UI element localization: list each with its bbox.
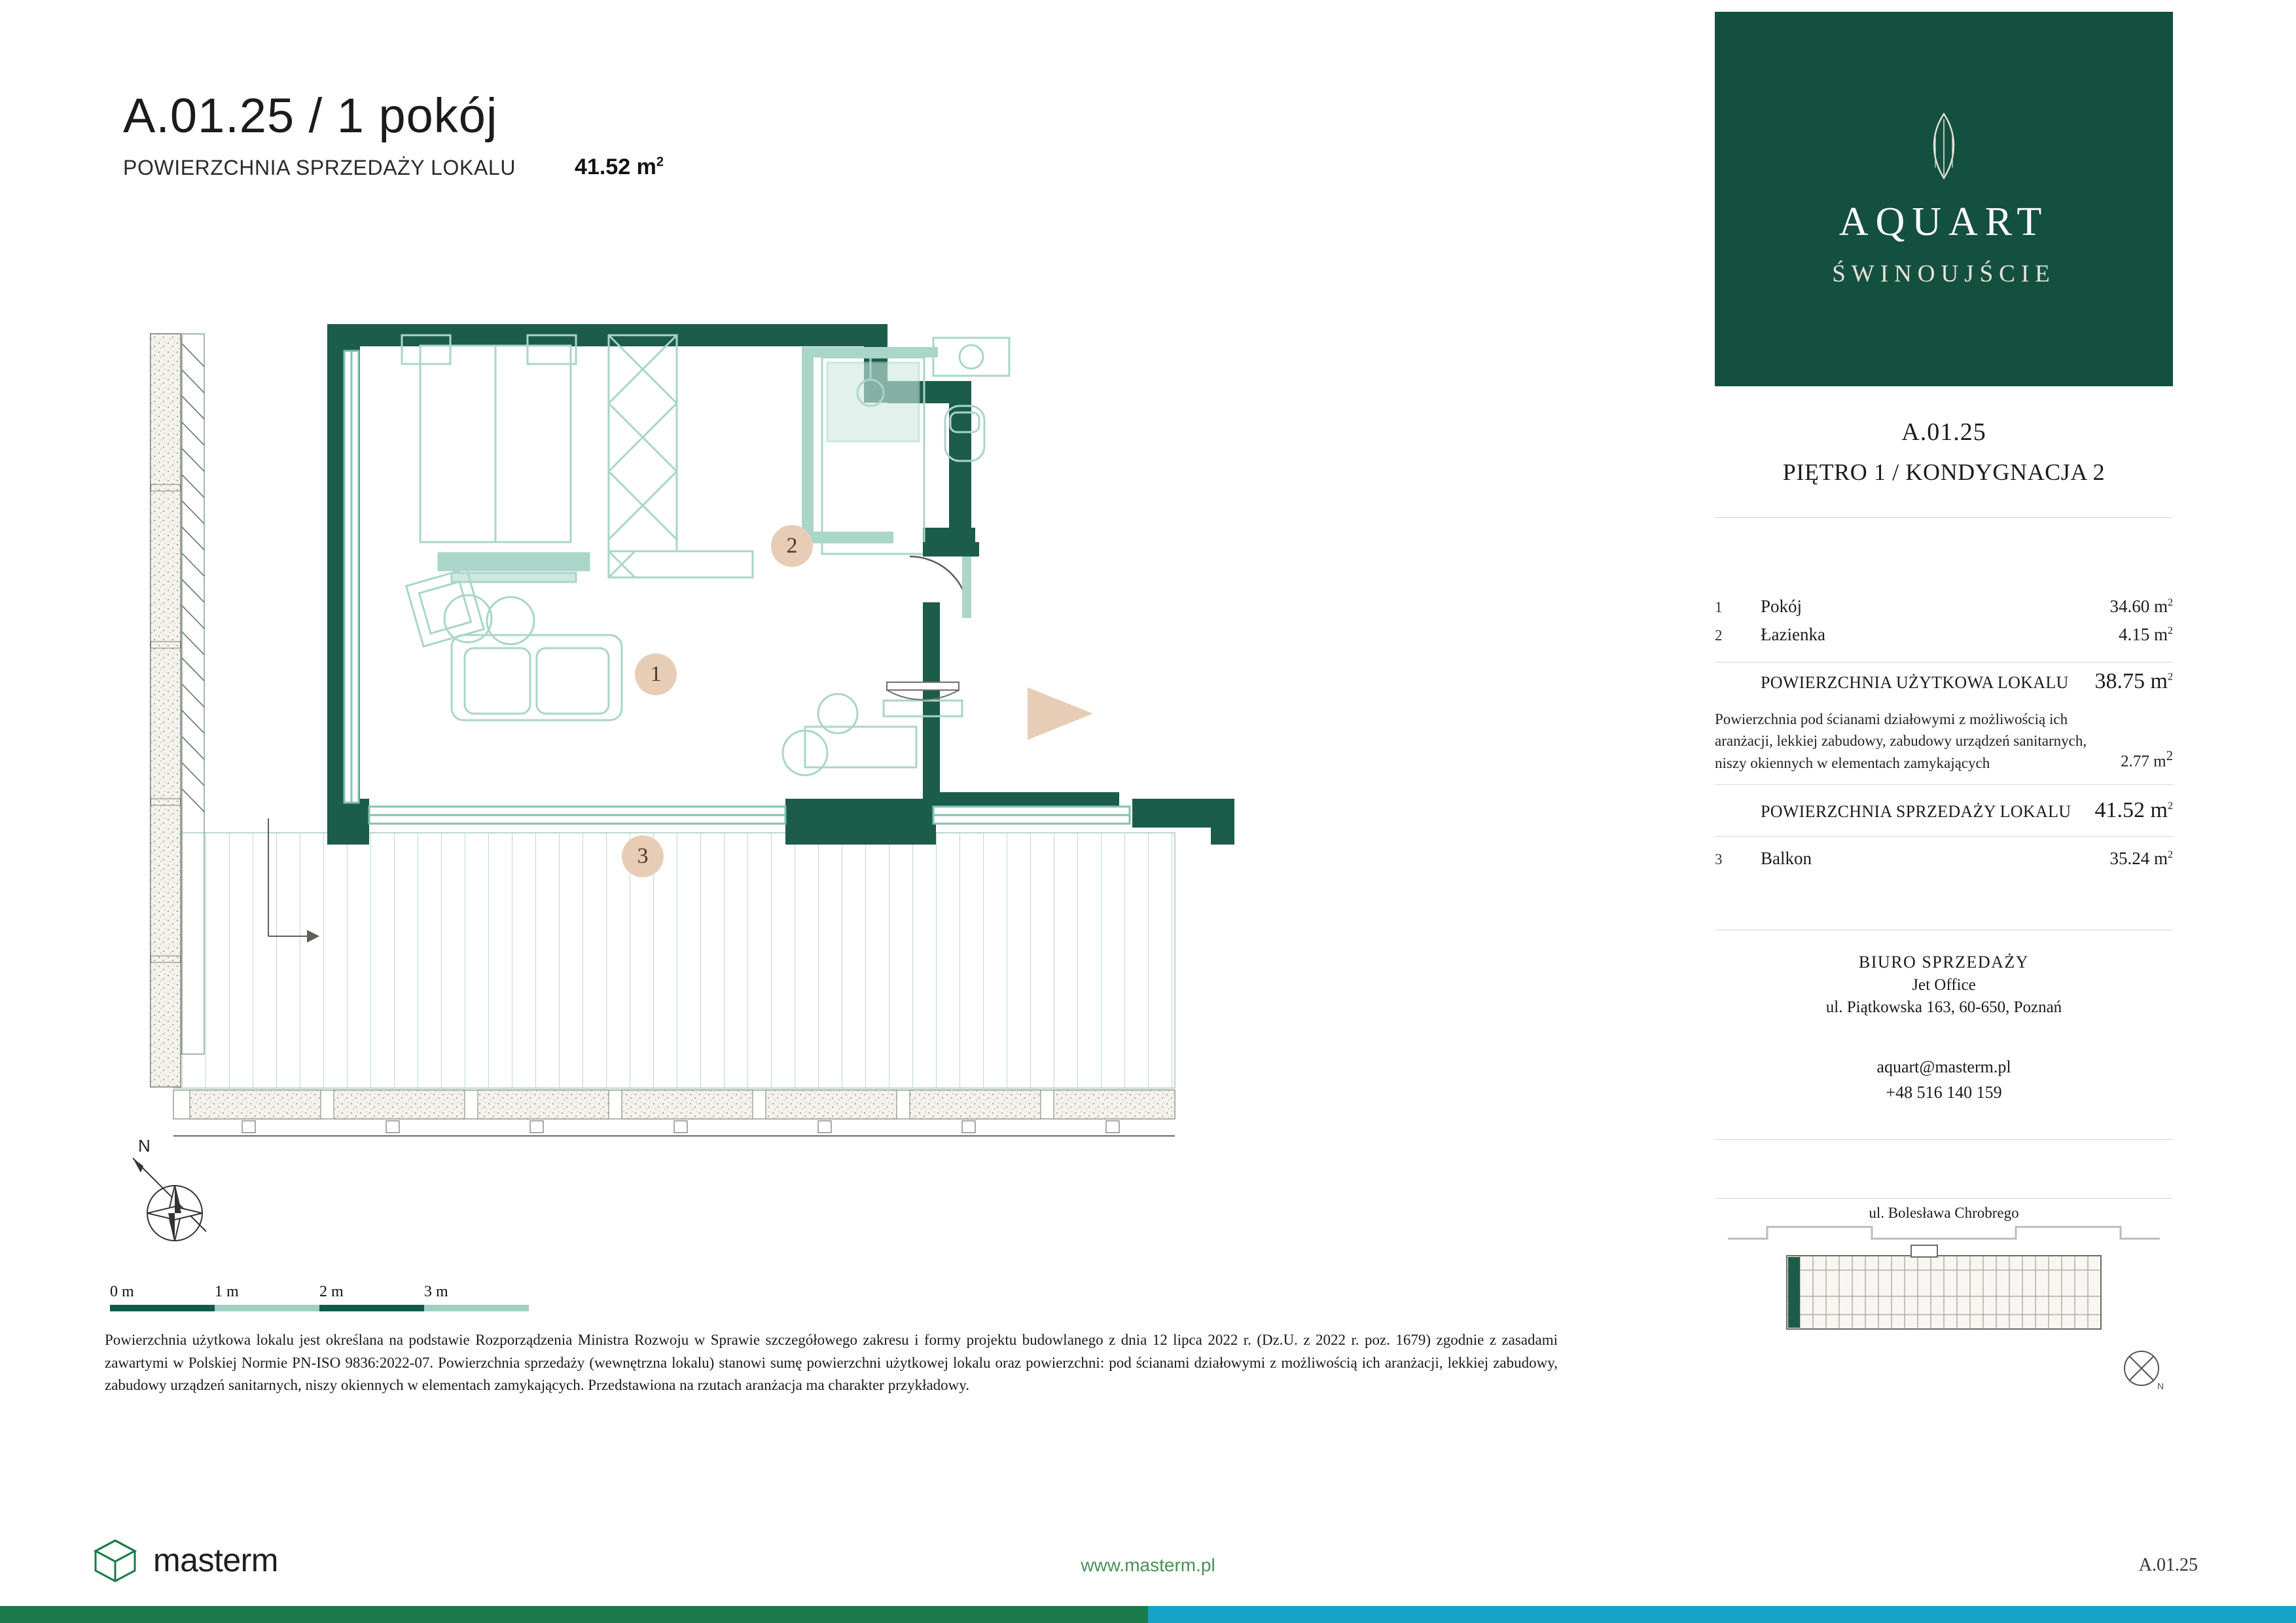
compass-svg bbox=[115, 1136, 232, 1260]
floorplan-svg bbox=[111, 295, 1682, 1211]
balcony-label: Balkon bbox=[1761, 848, 1812, 869]
divider-rooms bbox=[1715, 662, 2173, 663]
office-title: BIURO SPRZEDAŻY bbox=[1858, 953, 2030, 972]
glazing-bottom bbox=[369, 807, 1130, 824]
office-contact bbox=[1715, 1054, 2173, 1105]
page-title: A.01.25 / 1 pokój bbox=[123, 88, 498, 143]
office-name: Jet Office bbox=[1912, 976, 1976, 994]
row-area bbox=[2119, 625, 2173, 645]
row-number: 1 bbox=[1715, 599, 1723, 615]
scale-bar bbox=[110, 1283, 529, 1311]
sale-area-row bbox=[1715, 794, 2173, 827]
wall-pier-detail bbox=[923, 542, 979, 556]
compass-north-label: N bbox=[138, 1136, 151, 1156]
website-link[interactable]: www.masterm.pl bbox=[1081, 1555, 1215, 1575]
masterm-wordmark: masterm bbox=[153, 1542, 278, 1578]
door-leaf-bathroom bbox=[962, 555, 971, 618]
office-address: ul. Piątkowska 163, 60-650, Poznań bbox=[1825, 998, 2062, 1016]
sale-area-value bbox=[2095, 798, 2173, 823]
row-number: 2 bbox=[1715, 627, 1723, 644]
furniture-sofa bbox=[444, 595, 622, 720]
scale-segment-3 bbox=[319, 1305, 424, 1311]
usable-area-row bbox=[1715, 665, 2173, 698]
balustrade-bottom bbox=[173, 1090, 1175, 1136]
room-badge-2: 2 bbox=[771, 525, 813, 567]
divider-office-bottom bbox=[1715, 1139, 2173, 1140]
table-row bbox=[1715, 621, 2173, 649]
walls-note-row bbox=[1715, 708, 2173, 774]
highlighted-unit bbox=[1788, 1257, 1800, 1328]
usable-area-sup: 2 bbox=[2168, 671, 2173, 683]
wall-right-end-pier bbox=[1211, 799, 1234, 845]
balcony-area bbox=[2109, 848, 2173, 869]
scale-segment-2 bbox=[215, 1305, 319, 1311]
divider-top bbox=[1715, 517, 2173, 518]
balcony-number: 3 bbox=[1715, 851, 1723, 868]
entrance-arrow bbox=[1028, 687, 1093, 740]
balcony-deck bbox=[173, 833, 1175, 1088]
info-panel bbox=[1715, 0, 2212, 1623]
footer-color-bar bbox=[0, 1606, 2296, 1623]
office-email[interactable]: aquart@masterm.pl bbox=[1876, 1057, 2011, 1076]
area-table bbox=[1715, 593, 2173, 873]
legal-footnote: Powierzchnia użytkowa lokalu jest określana na podstawie Rozporządzenia Ministra Rozwoju w Sprawie szczegółowego zakresu i formy projektu budowlanego z dnia 12 lipca 2022 r. (Dz.U. z 2022 r. poz. 1679) zgodnie z zasadami zawartymi w Polskiej Normie PN-ISO 9836:2022-07. Powierzchnia sprzedaży (wewnętrzna lokalu) stanowi sumę powierzchni użytkowej lokalu oraz powierzchni: pod ścianami działowymi z możliwością ich aranżacji, lekkiej zabudowy, zabudowy urządzeń sanitarnych, niszy okiennych w elementach zamykających. Przedstawiona na rzutach aranżacja ma charakter przykładowy. bbox=[105, 1332, 1558, 1393]
furniture-kitchen bbox=[822, 357, 924, 554]
walls-note-number: 2.77 m bbox=[2121, 752, 2166, 771]
bathroom-wall-top bbox=[814, 347, 938, 357]
sales-office bbox=[1715, 953, 2173, 1017]
scale-label-2: 2 m bbox=[319, 1283, 344, 1300]
apartment-code: A.01.25 bbox=[1901, 418, 1986, 446]
wall-bottom-left-pier bbox=[327, 799, 369, 845]
subtitle: POWIERZCHNIA SPRZEDAŻY LOKALU bbox=[123, 156, 516, 179]
balcony-row bbox=[1715, 845, 2173, 873]
row-label: Pokój bbox=[1761, 596, 1803, 616]
walls-note-text: Powierzchnia pod ścianami działowymi z możliwością ich aranżacji, lekkiej zabudowy, zabudowy urządzeń sanitarnych, niszy okiennych w elementach zamykających bbox=[1715, 711, 2087, 771]
compass-rose bbox=[115, 1136, 232, 1260]
brand-location: ŚWINOUJŚCIE bbox=[1832, 261, 2056, 287]
row-area-sup: 2 bbox=[2168, 597, 2173, 608]
brand-name: AQUART bbox=[1839, 200, 2049, 244]
apartment-floor: PIĘTRO 1 / KONDYGNACJA 2 bbox=[1782, 459, 2106, 485]
sale-area-sup: 2 bbox=[2168, 800, 2173, 812]
walls-note-area bbox=[2121, 746, 2173, 774]
floorplan-drawing bbox=[111, 295, 1682, 1211]
table-row bbox=[1715, 593, 2173, 621]
scale-label-0: 0 m bbox=[110, 1283, 134, 1300]
leaf-icon bbox=[1918, 110, 1970, 182]
footer-bar-green bbox=[0, 1606, 1148, 1623]
headline-area bbox=[575, 155, 664, 180]
row-area-sup: 2 bbox=[2168, 625, 2173, 636]
office-phone[interactable]: +48 516 140 159 bbox=[1886, 1083, 2002, 1102]
usable-area-label: POWIERZCHNIA UŻYTKOWA LOKALU bbox=[1761, 673, 2069, 692]
scale-label-1: 1 m bbox=[215, 1283, 239, 1300]
divider-sale bbox=[1715, 836, 2173, 837]
room-badge-3: 3 bbox=[622, 835, 664, 877]
balcony-area-number: 35.24 m bbox=[2109, 848, 2168, 869]
glazing-left bbox=[344, 351, 359, 803]
wall-bottom-mid-pier bbox=[785, 799, 936, 845]
sale-area-label: POWIERZCHNIA SPRZEDAŻY LOKALU bbox=[1761, 802, 2072, 822]
usable-area-value bbox=[2095, 669, 2173, 694]
row-area-value: 34.60 m bbox=[2109, 596, 2168, 616]
footer-bar-blue bbox=[1148, 1606, 2296, 1623]
wall-bottom-right-pier bbox=[1132, 799, 1211, 828]
street-label: ul. Bolesława Chrobrego bbox=[1869, 1205, 2019, 1221]
row-label: Łazienka bbox=[1761, 625, 1825, 644]
furniture-wardrobe bbox=[609, 335, 753, 577]
footer-apartment-code: A.01.25 bbox=[2138, 1555, 2198, 1575]
keyplan-compass bbox=[2125, 1351, 2164, 1391]
row-area-value: 4.15 m bbox=[2118, 625, 2168, 644]
headline-area-sup: 2 bbox=[656, 155, 664, 170]
divider-keyplan bbox=[1715, 1198, 2173, 1199]
scale-label-3: 3 m bbox=[424, 1283, 448, 1300]
usable-area-number: 38.75 m bbox=[2094, 669, 2168, 693]
headline-area-value: 41.52 m bbox=[575, 155, 656, 179]
scale-segment-4 bbox=[424, 1305, 529, 1311]
balustrade-posts-left bbox=[151, 334, 181, 1087]
wall-right-stub bbox=[923, 528, 975, 543]
title-block bbox=[123, 88, 908, 180]
room-badge-1: 1 bbox=[635, 653, 677, 695]
sale-area-number: 41.52 m bbox=[2094, 798, 2168, 823]
furniture-bed bbox=[402, 335, 589, 582]
row-area bbox=[2109, 596, 2173, 617]
key-plan bbox=[1715, 1205, 2173, 1427]
scale-segment-1 bbox=[110, 1305, 215, 1311]
bathroom-wall-bottom bbox=[802, 532, 893, 543]
wall-right-seg bbox=[949, 381, 971, 532]
divider-walls bbox=[1715, 784, 2173, 785]
key-plan-svg bbox=[1715, 1205, 2173, 1414]
brand-logo-box bbox=[1715, 12, 2173, 386]
bathroom-wall-left bbox=[802, 347, 814, 543]
balcony-area-sup: 2 bbox=[2168, 849, 2173, 861]
svg-text:N: N bbox=[2157, 1381, 2164, 1391]
walls-note-sup: 2 bbox=[2166, 748, 2173, 764]
